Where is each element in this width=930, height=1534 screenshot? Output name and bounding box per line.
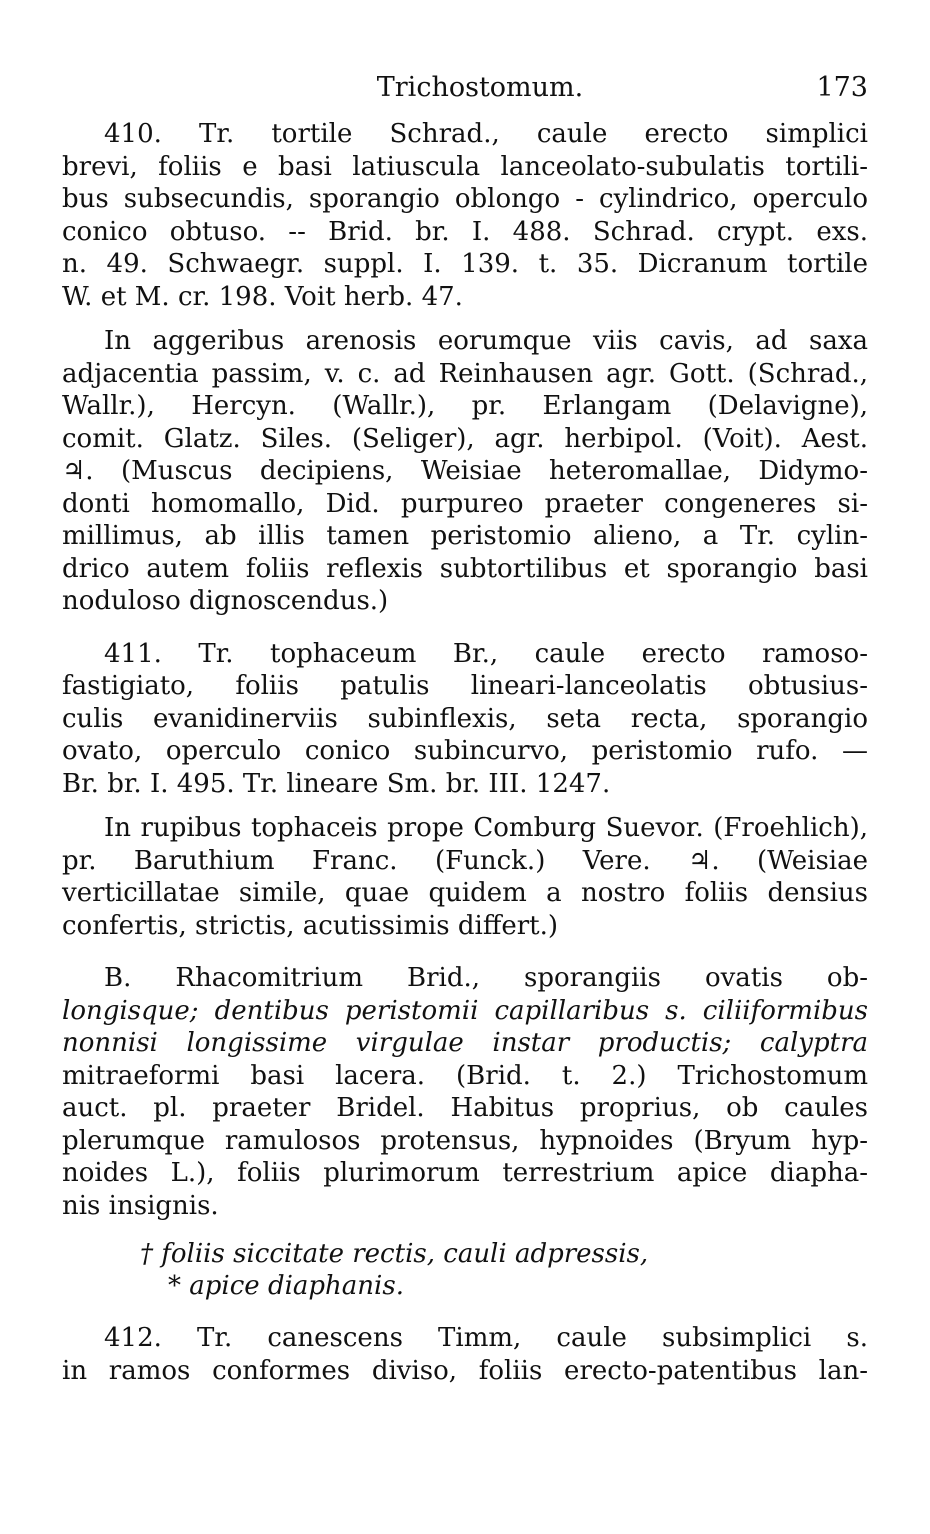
entry-410-description <box>62 118 868 313</box>
section-b-rhacomitrium <box>62 962 868 1222</box>
key-line-dagger: † foliis siccitate rectis, cauli adpressis, <box>140 1239 649 1269</box>
subsection-key <box>62 1238 868 1302</box>
text-line: adjacentia passim, v. c. ad Reinhausen agr. Gott. (Schrad., <box>62 358 868 389</box>
text-line: pr. Baruthium Franc. (Funck.) Vere. ♃. (Weisiae <box>62 845 868 876</box>
book-page <box>62 66 868 1387</box>
running-head <box>62 66 868 110</box>
entry-411-habitat <box>62 812 868 942</box>
entry-411-description <box>62 638 868 801</box>
text-line: 411. Tr. tophaceum Br., caule erecto ramoso- <box>104 638 868 669</box>
text-line: longisque; dentibus peristomii capillaribus s. ciliiformibus <box>62 995 868 1026</box>
text-line: ♃. (Muscus decipiens, Weisiae heteromallae, Didymo- <box>62 456 868 486</box>
text-line: nonnisi longissime virgulae instar productis; calyptra <box>62 1028 868 1058</box>
text-line: Wallr.), Hercyn. (Wallr.), pr. Erlangam (Delavigne), <box>62 391 868 421</box>
text-line: fastigiato, foliis patulis lineari-lanceolatis obtusius- <box>62 671 868 701</box>
text-line: Br. br. I. 495. Tr. lineare Sm. br. III. 1247. <box>62 768 611 799</box>
text-line: 410. Tr. tortile Schrad., caule erecto simplici <box>104 119 868 149</box>
text-line: B. Rhacomitrium Brid., sporangiis ovatis ob- <box>104 963 868 993</box>
entry-410-habitat <box>62 325 868 618</box>
text-line: auct. pl. praeter Bridel. Habitus proprius, ob caules <box>62 1093 868 1123</box>
text-line: brevi, foliis e basi latiuscula lanceolato-subulatis tortili- <box>62 151 868 182</box>
key-line-asterisk: * apice diaphanis. <box>168 1271 404 1301</box>
text-line: verticillatae simile, quae quidem a nostro foliis densius <box>62 878 868 908</box>
text-line: In rupibus tophaceis prope Comburg Suevor. (Froehlich), <box>104 813 868 843</box>
text-line: drico autem foliis reflexis subtortilibus et sporangio basi <box>62 553 868 584</box>
text-line: W. et M. cr. 198. Voit herb. 47. <box>62 281 463 312</box>
page-title: Trichostomum. <box>376 72 584 103</box>
entry-412-description <box>62 1322 868 1387</box>
page-number: 173 <box>816 72 868 103</box>
text-line: ovato, operculo conico subincurvo, peristomio rufo. — <box>62 736 868 766</box>
text-line: In aggeribus arenosis eorumque viis cavis, ad saxa <box>104 326 868 356</box>
text-line: n. 49. Schwaegr. suppl. I. 139. t. 35. Dicranum tortile <box>62 249 868 279</box>
text-line: millimus, ab illis tamen peristomio alieno, a Tr. cylin- <box>62 521 868 551</box>
text-line: culis evanidinerviis subinflexis, seta recta, sporangio <box>62 703 868 734</box>
text-line: comit. Glatz. Siles. (Seliger), agr. herbipol. (Voit). Aest. <box>62 423 868 454</box>
text-line: donti homomallo, Did. purpureo praeter congeneres si- <box>62 488 868 519</box>
text-line: confertis, strictis, acutissimis differt.) <box>62 910 559 941</box>
text-line: mitraeformi basi lacera. (Brid. t. 2.) Trichostomum <box>62 1060 868 1091</box>
text-line: noduloso dignoscendus.) <box>62 586 389 616</box>
text-line: conico obtuso. -- Brid. br. I. 488. Schrad. crypt. exs. <box>62 216 868 247</box>
text-line: nis insignis. <box>62 1190 219 1221</box>
text-line: plerumque ramulosos protensus, hypnoides (Bryum hyp- <box>62 1125 868 1156</box>
text-line: 412. Tr. canescens Timm, caule subsimplici s. <box>104 1323 868 1353</box>
text-line: in ramos conformes diviso, foliis erecto-patentibus lan- <box>62 1355 868 1386</box>
text-line: bus subsecundis, sporangio oblongo - cylindrico, operculo <box>62 184 868 214</box>
text-line: noides L.), foliis plurimorum terrestrium apice diapha- <box>62 1158 868 1188</box>
